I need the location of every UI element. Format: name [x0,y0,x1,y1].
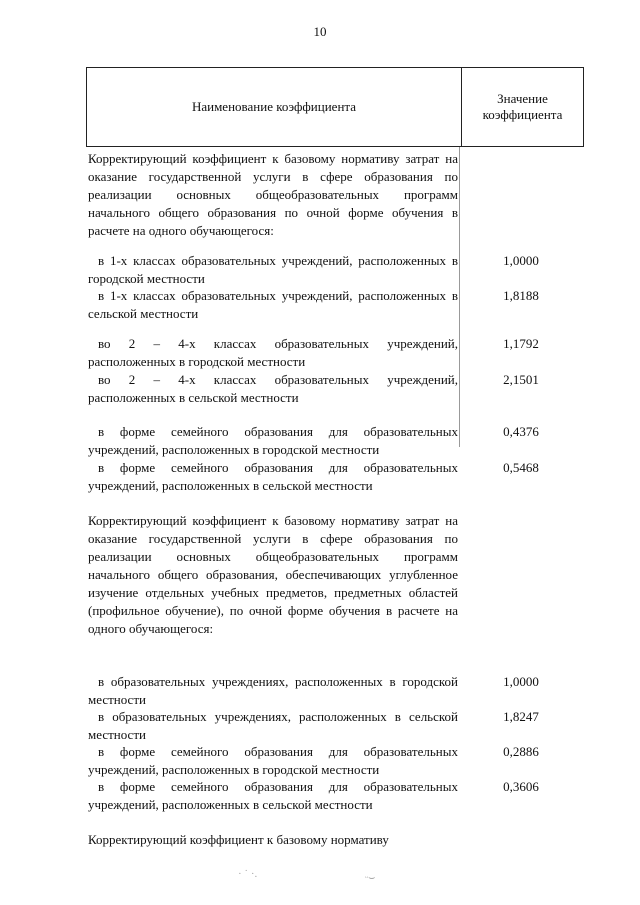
coef-label: в 1-х классах образовательных учреждений, расположенных в сельской местности [88,288,458,321]
trailing-paragraph: Корректирующий коэффициент к базовому нормативу [88,832,389,847]
table-header-row [86,67,584,147]
scan-artifact: ᵕ⌣ [365,872,376,884]
section-2-intro: Корректирующий коэффициент к базовому нормативу затрат на оказание государственной услуги в сфере образования по реализации основных общеобразовательных программ начального общего образования, обеспечивающих углубленное изучение отдельных учебных предметов, предметных областей (профильное обучение), по очной форме обучения в расчете на одного обучающегося: [88,513,458,636]
page-number: 10 [313,24,327,39]
coef-label: в форме семейного образования для образовательных учреждений, расположенных в городской местности [88,744,458,777]
coef-value: 1,8188 [503,288,539,303]
coef-label: в форме семейного образования для образовательных учреждений, расположенных в сельской местности [88,460,458,493]
coef-row [88,287,578,323]
scan-artifact: · ˙ ·. [238,868,258,880]
coef-row [88,423,578,459]
coef-row [88,252,578,288]
coef-label: во 2 – 4-х классах образовательных учреждений, расположенных в сельской местности [88,372,458,405]
section-1-intro: Корректирующий коэффициент к базовому нормативу затрат на оказание государственной услуги в сфере образования по реализации основных общеобразовательных программ начального общего образования по очной форме обучения в расчете на одного обучающегося: [88,151,458,238]
coefficient-table-header [86,67,584,147]
coef-label: во 2 – 4-х классах образовательных учреждений, расположенных в городской местности [88,336,458,369]
coef-row [88,778,578,814]
coef-label: в образовательных учреждениях, расположенных в сельской местности [88,709,458,742]
coef-value: 1,0000 [503,674,539,689]
coef-label: в форме семейного образования для образовательных учреждений, расположенных в городской местности [88,424,458,457]
coef-row [88,673,578,709]
coef-row [88,708,578,744]
coef-value: 0,3606 [503,779,539,794]
coef-label: в образовательных учреждениях, расположенных в городской местности [88,674,458,707]
coef-value: 0,2886 [503,744,539,759]
coef-row [88,459,578,495]
coef-value: 0,5468 [503,460,539,475]
coef-row [88,371,578,407]
coef-value: 2,1501 [503,372,539,387]
coef-value: 1,1792 [503,336,539,351]
coef-value: 1,8247 [503,709,539,724]
coef-row [88,335,578,371]
coef-value: 0,4376 [503,424,539,439]
header-name-cell: Наименование коэффициента [87,68,462,146]
coef-label: в 1-х классах образовательных учреждений, расположенных в городской местности [88,253,458,286]
header-value-cell: Значение коэффициента [482,91,563,122]
coef-value: 1,0000 [503,253,539,268]
coef-label: в форме семейного образования для образовательных учреждений, расположенных в сельской местности [88,779,458,812]
coef-row [88,743,578,779]
